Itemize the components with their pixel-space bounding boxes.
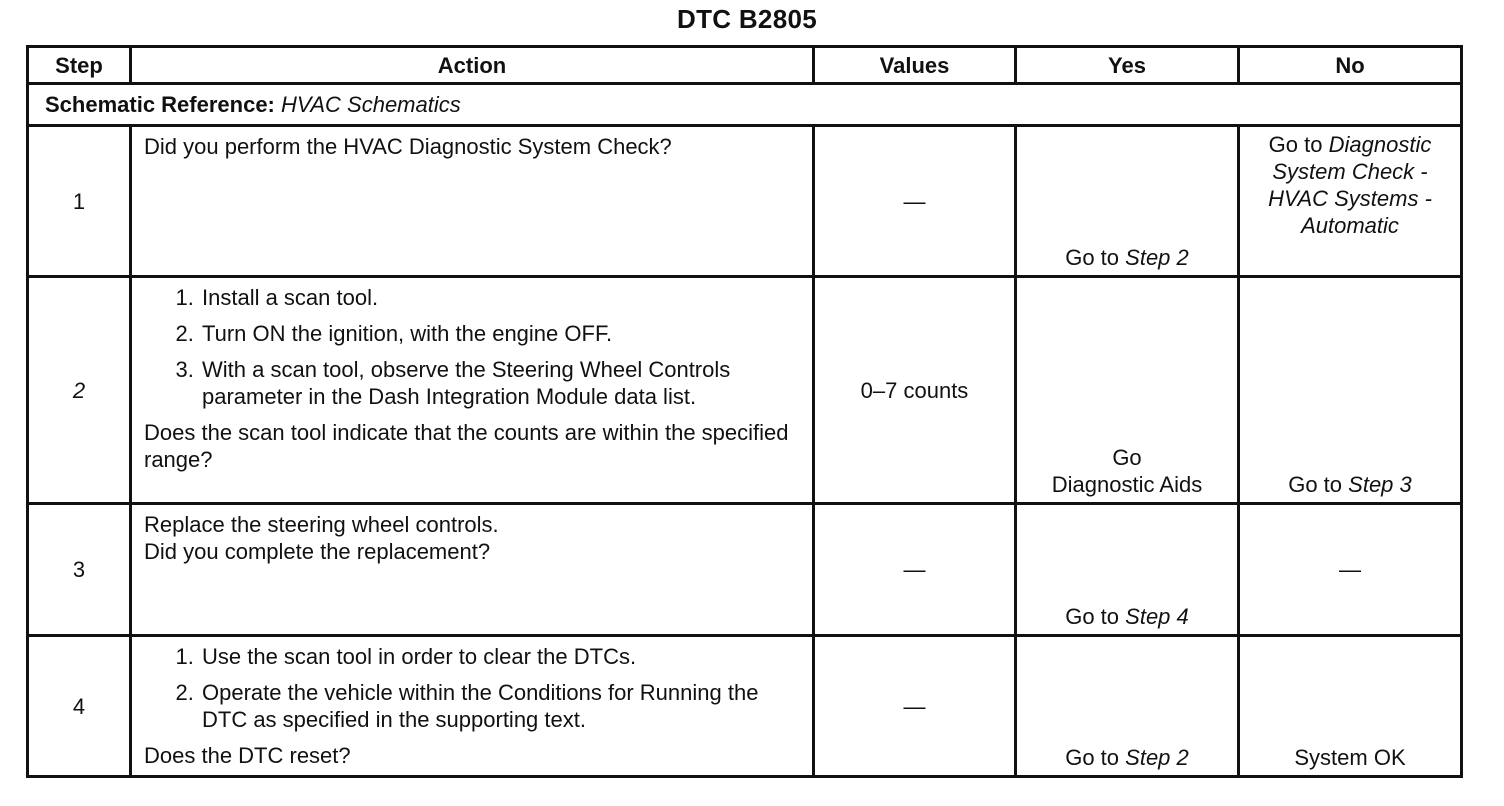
no-link[interactable]: Diagnostic System Check - HVAC Systems - Automatic <box>1268 132 1432 238</box>
yes-link[interactable]: Diagnostic Aids <box>1051 472 1203 497</box>
yes-prefix: Go to <box>1065 604 1120 629</box>
action-steps <box>144 643 800 742</box>
action-step-item: 2. Turn ON the ignition, with the engine OFF. <box>200 320 800 347</box>
schematic-label: Schematic Reference: <box>45 92 275 117</box>
yes-prefix: Go to <box>1065 245 1120 270</box>
no-cell <box>1239 636 1462 777</box>
no-result: System OK <box>1294 745 1406 770</box>
yes-cell <box>1016 636 1239 777</box>
yes-link[interactable]: Step 2 <box>1125 245 1189 270</box>
yes-cell <box>1016 277 1239 504</box>
action-cell <box>131 126 814 277</box>
values-cell <box>814 126 1016 277</box>
page-title: DTC B2805 <box>677 4 817 34</box>
header-action: Action <box>131 47 814 84</box>
schematic-link[interactable]: HVAC Schematics <box>281 92 461 117</box>
schematic-reference <box>28 84 1462 126</box>
table-row <box>28 504 1462 636</box>
step-number: 1 <box>28 126 131 277</box>
action-question: Did you perform the HVAC Diagnostic System Check? <box>144 134 672 159</box>
no-dash: — <box>1339 557 1361 582</box>
value-dash: — <box>903 693 926 719</box>
table-row <box>28 636 1462 777</box>
values-cell <box>814 504 1016 636</box>
yes-prefix: Go <box>1112 445 1142 470</box>
no-cell <box>1239 277 1462 504</box>
header-values: Values <box>814 47 1016 84</box>
action-question: Does the scan tool indicate that the counts are within the specified range? <box>144 420 789 472</box>
action-instruction: Replace the steering wheel controls. <box>144 512 499 537</box>
action-question: Did you complete the replacement? <box>144 539 491 564</box>
no-cell <box>1239 504 1462 636</box>
value-dash: — <box>903 188 926 214</box>
step-number: 4 <box>28 636 131 777</box>
values-cell <box>814 277 1016 504</box>
value-range: 0–7 counts <box>860 377 969 403</box>
action-question: Does the DTC reset? <box>144 743 351 768</box>
no-link[interactable]: Step 3 <box>1348 472 1412 497</box>
no-prefix: Go to <box>1268 132 1323 157</box>
no-prefix: Go to <box>1288 472 1343 497</box>
action-cell <box>131 636 814 777</box>
action-steps <box>144 284 800 419</box>
yes-cell <box>1016 126 1239 277</box>
table-header-row <box>28 47 1462 84</box>
step-number: 3 <box>28 504 131 636</box>
table-row <box>28 126 1462 277</box>
header-step: Step <box>28 47 131 84</box>
schematic-reference-row <box>28 84 1462 126</box>
dtc-table <box>26 45 1463 778</box>
action-cell <box>131 504 814 636</box>
action-step-item: 1. Install a scan tool. <box>200 284 800 311</box>
action-step-item: 1. Use the scan tool in order to clear the DTCs. <box>200 643 800 670</box>
action-step-item: 2. Operate the vehicle within the Conditions for Running the DTC as specified in the supporting text. <box>200 679 800 733</box>
value-dash: — <box>903 557 926 582</box>
yes-link[interactable]: Step 2 <box>1125 745 1189 770</box>
yes-link[interactable]: Step 4 <box>1125 604 1189 629</box>
yes-cell <box>1016 504 1239 636</box>
action-cell <box>131 277 814 504</box>
action-step-item: 3. With a scan tool, observe the Steering Wheel Controls parameter in the Dash Integration Module data list. <box>200 356 800 410</box>
table-row <box>28 277 1462 504</box>
values-cell <box>814 636 1016 777</box>
header-yes: Yes <box>1016 47 1239 84</box>
header-no: No <box>1239 47 1462 84</box>
no-cell <box>1239 126 1462 277</box>
step-number: 2 <box>28 277 131 504</box>
yes-prefix: Go to <box>1065 745 1120 770</box>
